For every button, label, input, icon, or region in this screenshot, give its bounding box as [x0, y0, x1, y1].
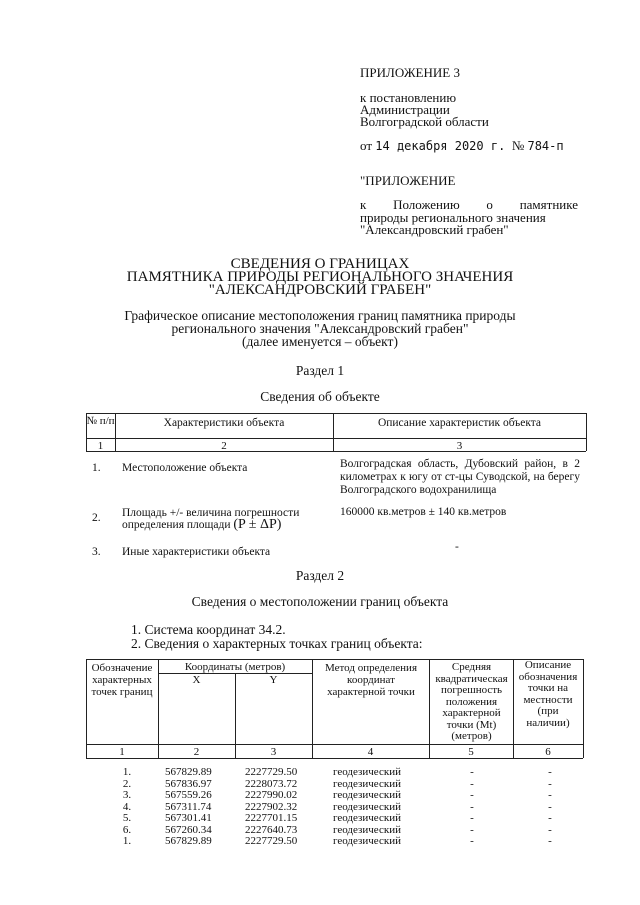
s2-col-error-header: Средняя квадратическая погрешность положения характерной точки (Mt) (метров)	[435, 661, 508, 742]
s2-cell-y: 2227729.50	[245, 766, 298, 778]
s2-col-desc-header: Описание обозначения точки на местности (при наличии)	[518, 659, 578, 729]
s2-colnum-1: 1	[119, 746, 125, 758]
s2-cell-point: 6.	[122, 823, 132, 836]
subtitle-line-3: (далее именуется – объект)	[242, 334, 398, 349]
s2-cell-x: 567836.97	[165, 777, 212, 790]
subtitle-line-1: Графическое описание местоположения границ памятника природы	[124, 308, 516, 323]
s2-colnum-6: 6	[545, 746, 551, 758]
s2-cell-method: геодезический	[333, 766, 401, 778]
table-row	[0, 813, 640, 824]
s1-row2-name: Площадь +/- величина погрешности определения площади	[122, 507, 300, 531]
s2-cell-y: 2227990.02	[245, 789, 298, 801]
s2-cell-error: -	[470, 835, 474, 847]
s1-row1-desc: Волгоградская область, Дубовский район, в 2 километрах к югу от ст-цы Суводской, на берегу Волгоградского водохранилища	[340, 458, 580, 496]
decree-line-3: Волгоградской области	[360, 114, 489, 129]
s2-cell-point: 4.	[122, 800, 132, 813]
table-row	[0, 802, 640, 813]
s2-colnum-4: 4	[367, 746, 374, 758]
s2-cell-method: геодезический	[333, 823, 401, 836]
s2-cell-method: геодезический	[333, 835, 401, 847]
s1-row2-formula: (P ± ΔP)	[233, 517, 282, 532]
s2-cell-desc: -	[548, 835, 552, 847]
s2-cell-y: 2227640.73	[245, 823, 298, 836]
s2-cell-error: -	[470, 789, 474, 801]
section2-caption: Сведения о местоположении границ объекта	[191, 594, 449, 609]
table-row	[0, 767, 640, 778]
s2-col-x-header: X	[192, 674, 201, 686]
table-row	[0, 825, 640, 836]
appendix-label: ПРИЛОЖЕНИЕ 3	[360, 65, 460, 80]
s1-row2-name-wrap	[122, 507, 337, 531]
s2-colnum-2: 2	[193, 746, 200, 758]
s2-cell-point: 5.	[122, 812, 132, 824]
s2-colnum-3: 3	[270, 746, 277, 758]
s1-row1-num: 1.	[92, 462, 101, 474]
s2-cell-error: -	[470, 766, 474, 778]
regulation-line-2: природы регионального значения	[360, 210, 546, 225]
s1-colnum-2: 2	[221, 440, 227, 452]
s2-cell-error: -	[470, 812, 474, 824]
table-row	[0, 836, 640, 847]
s2-cell-desc: -	[548, 789, 552, 801]
date-prefix: от	[360, 138, 373, 153]
s2-cell-x: 567559.26	[165, 789, 212, 801]
title-line-1: СВЕДЕНИЯ О ГРАНИЦАХ	[230, 256, 410, 272]
decree-line-1: к постановлению	[360, 90, 457, 105]
table-row	[0, 790, 640, 801]
s2-cell-x: 567829.89	[165, 766, 212, 778]
number-prefix: №	[511, 138, 525, 153]
s2-cell-y: 2227701.15	[245, 812, 298, 824]
s2-col-point-header: Обозначение характерных точек границ	[91, 662, 153, 698]
s2-cell-desc: -	[548, 766, 552, 778]
s2-cell-x: 567301.41	[165, 812, 212, 824]
s2-cell-desc: -	[548, 777, 552, 790]
s2-item-1: 1. Система координат 34.2.	[131, 622, 286, 637]
s2-cell-point: 1.	[122, 766, 132, 778]
s2-cell-method: геодезический	[333, 800, 401, 813]
s2-cell-x: 567260.34	[165, 823, 212, 836]
s1-col-num-header: № п/п	[86, 415, 115, 427]
s1-col-name-header: Характеристики объекта	[163, 417, 285, 429]
s2-col-method-header: Метод определения координат характерной точки	[324, 662, 418, 698]
s1-row3-name: Иные характеристики объекта	[122, 546, 271, 558]
table-row	[0, 779, 640, 790]
s2-colnum-5: 5	[468, 746, 474, 758]
s1-row2-desc: 160000 кв.метров ± 140 кв.метров	[340, 506, 507, 518]
s2-cell-y: 2227729.50	[245, 835, 298, 847]
s2-cell-y: 2227902.32	[245, 800, 298, 813]
decree-number: 784-п	[527, 139, 564, 153]
s2-col-coords-header: Координаты (метров)	[184, 661, 286, 673]
s2-cell-point: 3.	[122, 789, 132, 801]
s2-cell-y: 2228073.72	[245, 777, 298, 790]
s1-row1-name: Местоположение объекта	[122, 462, 248, 474]
s2-cell-x: 567829.89	[165, 835, 212, 847]
s2-cell-error: -	[470, 823, 474, 836]
s2-cell-error: -	[470, 800, 474, 813]
decree-line-2: Администрации	[360, 102, 450, 117]
s2-cell-x: 567311.74	[165, 800, 212, 813]
s2-cell-method: геодезический	[333, 777, 401, 790]
s1-colnum-3: 3	[456, 440, 463, 452]
s2-cell-desc: -	[548, 823, 552, 836]
s2-cell-method: геодезический	[333, 812, 401, 824]
s2-cell-point: 2.	[122, 777, 132, 790]
regulation-line-1: к Положению о памятнике	[360, 197, 578, 212]
decree-date: 14 декабря 2020 г.	[375, 139, 506, 153]
s2-item-2: 2. Сведения о характерных точках границ объекта:	[131, 636, 423, 651]
title-line-3: "АЛЕКСАНДРОВСКИЙ ГРАБЕН"	[208, 282, 432, 298]
s2-cell-error: -	[470, 777, 474, 790]
decree-date-line	[360, 139, 564, 153]
s2-col-y-header: Y	[269, 674, 278, 686]
subtitle-line-2: регионального значения "Александровский грабен"	[171, 321, 469, 336]
s2-cell-method: геодезический	[333, 789, 401, 801]
s1-row3-num: 3.	[92, 546, 101, 558]
section1-heading: Раздел 1	[295, 363, 345, 378]
quote-appendix: "ПРИЛОЖЕНИЕ	[360, 173, 456, 188]
section2-heading: Раздел 2	[295, 568, 345, 583]
title-line-2: ПАМЯТНИКА ПРИРОДЫ РЕГИОНАЛЬНОГО ЗНАЧЕНИЯ	[126, 269, 514, 285]
s2-cell-point: 1.	[122, 835, 132, 847]
regulation-line-3: "Александровский грабен"	[360, 222, 509, 237]
s1-row3-desc: -	[455, 541, 459, 553]
section1-caption: Сведения об объекте	[260, 389, 380, 404]
s2-cell-desc: -	[548, 800, 552, 813]
s1-col-desc-header: Описание характеристик объекта	[377, 417, 542, 429]
s1-row2-num: 2.	[92, 512, 101, 524]
s2-cell-desc: -	[548, 812, 552, 824]
s1-colnum-1: 1	[97, 440, 104, 452]
